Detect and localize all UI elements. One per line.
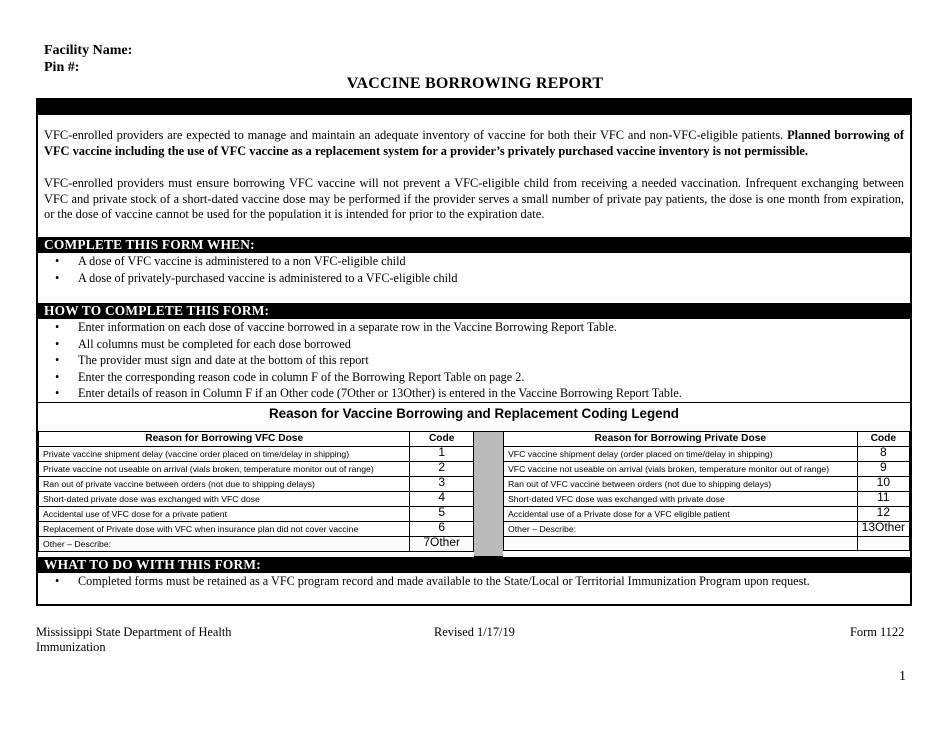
legend-table-vfc — [38, 431, 474, 552]
when-heading: COMPLETE THIS FORM WHEN: — [38, 237, 910, 253]
table-row — [504, 537, 910, 551]
footer-org-line1: Mississippi State Department of Health — [36, 625, 232, 639]
table-row — [504, 477, 910, 492]
page-title: VACCINE BORROWING REPORT — [346, 75, 604, 92]
page-number: 1 — [899, 669, 906, 684]
code-cell: 11 — [857, 492, 909, 507]
when-list — [38, 253, 458, 286]
code-cell: 7Other — [410, 537, 474, 552]
reason-cell: VFC vaccine not useable on arrival (vials broken, temperature monitor out of range) — [504, 462, 858, 477]
reason-cell: Ran out of private vaccine between orders (not due to shipping delays) — [39, 477, 410, 492]
code-cell: 2 — [410, 462, 474, 477]
list-item: • A dose of VFC vaccine is administered to a non VFC-eligible child — [38, 253, 458, 270]
table-header-row — [504, 432, 910, 447]
code-cell: 6 — [410, 522, 474, 537]
table-row — [504, 507, 910, 522]
table-header-row — [39, 432, 474, 447]
form-frame — [36, 98, 912, 606]
footer-revised: Revised 1/17/19 — [434, 625, 515, 639]
reason-cell: VFC vaccine shipment delay (order placed on time/delay in shipping) — [504, 447, 858, 462]
reason-cell: Private vaccine not useable on arrival (vials broken, temperature monitor out of range) — [39, 462, 410, 477]
table-row — [39, 522, 474, 537]
facility-name-label: Facility Name: — [44, 43, 133, 58]
what-list — [38, 573, 810, 590]
reason-cell: Accidental use of VFC dose for a private patient — [39, 507, 410, 522]
list-item: • All columns must be completed for each dose borrowed — [38, 336, 682, 353]
list-item: • Completed forms must be retained as a VFC program record and made available to the State/Local or Territorial Immunization Program upon request. — [38, 573, 810, 590]
legend-gap — [474, 431, 503, 557]
list-item: • Enter information on each dose of vaccine borrowed in a separate row in the Vaccine Borrowing Report Table. — [38, 319, 682, 336]
intro-p1-text: VFC-enrolled providers are expected to manage and maintain an adequate inventory of vaccine for both their VFC and non-VFC-eligible patients. — [44, 128, 788, 142]
code-cell: 8 — [857, 447, 909, 462]
column-header-reason: Reason for Borrowing Private Dose — [504, 432, 858, 447]
table-row — [39, 507, 474, 522]
list-item: • Enter the corresponding reason code in column F of the Borrowing Report Table on page 2. — [38, 369, 682, 386]
how-heading: HOW TO COMPLETE THIS FORM: — [38, 303, 910, 319]
reason-cell: Accidental use of a Private dose for a VFC eligible patient — [504, 507, 858, 522]
legend-title: Reason for Vaccine Borrowing and Replacement Coding Legend — [269, 406, 679, 421]
code-cell: 12 — [857, 507, 909, 522]
reason-cell: Ran out of VFC vaccine between orders (not due to shipping delays) — [504, 477, 858, 492]
reason-cell: Private vaccine shipment delay (vaccine order placed on time/delay in shipping) — [39, 447, 410, 462]
how-list — [38, 319, 682, 402]
top-bar — [38, 100, 910, 115]
code-cell: 4 — [410, 492, 474, 507]
column-header-code: Code — [857, 432, 909, 447]
table-row — [504, 447, 910, 462]
column-header-reason: Reason for Borrowing VFC Dose — [39, 432, 410, 447]
divider — [38, 402, 910, 403]
table-row — [39, 462, 474, 477]
table-row — [504, 462, 910, 477]
list-item: • A dose of privately-purchased vaccine is administered to a VFC-eligible child — [38, 270, 458, 287]
reason-cell: Short-dated VFC dose was exchanged with private dose — [504, 492, 858, 507]
code-cell: 10 — [857, 477, 909, 492]
legend-table-private — [503, 431, 910, 551]
reason-cell: Replacement of Private dose with VFC when insurance plan did not cover vaccine — [39, 522, 410, 537]
table-row — [39, 477, 474, 492]
list-item: • Enter details of reason in Column F if an Other code (7Other or 13Other) is entered in the Vaccine Borrowing Report Table. — [38, 385, 682, 402]
pin-label: Pin #: — [44, 60, 80, 75]
code-cell: 13Other — [857, 522, 909, 537]
code-cell — [857, 537, 909, 551]
intro-p1-bold: Planned borrowing of VFC vaccine including the use of VFC vaccine as a replacement system for a provider’s privately purchased vaccine inventory is not permissible. — [44, 128, 904, 158]
table-row — [504, 492, 910, 507]
list-item: • The provider must sign and date at the bottom of this report — [38, 352, 682, 369]
reason-cell: Other – Describe: — [504, 522, 858, 537]
footer-org-line2: Immunization — [36, 640, 106, 654]
intro-paragraph-2: VFC-enrolled providers must ensure borrowing VFC vaccine will not prevent a VFC-eligible child from receiving a needed vaccination. Infrequent exchanging between VFC and private stock of a short-dated vaccine dose may be performed if the provider serves a small number of private pay patients, the dose is one month from expiration, or the dose of vaccine cannot be used for the population it is intended for prior to the expiration date. — [44, 176, 904, 221]
table-row — [39, 492, 474, 507]
what-heading: WHAT TO DO WITH THIS FORM: — [38, 557, 910, 573]
code-cell: 1 — [410, 447, 474, 462]
table-row — [39, 537, 474, 552]
column-header-code: Code — [410, 432, 474, 447]
table-row — [504, 522, 910, 537]
code-cell: 5 — [410, 507, 474, 522]
footer-form-number: Form 1122 — [850, 625, 905, 639]
reason-cell — [504, 537, 858, 551]
code-cell: 9 — [857, 462, 909, 477]
reason-cell: Other – Describe: — [39, 537, 410, 552]
reason-cell: Short-dated private dose was exchanged with VFC dose — [39, 492, 410, 507]
intro-paragraph-1 — [44, 128, 904, 159]
code-cell: 3 — [410, 477, 474, 492]
footer-org — [36, 625, 231, 655]
table-row — [39, 447, 474, 462]
facility-block — [44, 42, 132, 76]
